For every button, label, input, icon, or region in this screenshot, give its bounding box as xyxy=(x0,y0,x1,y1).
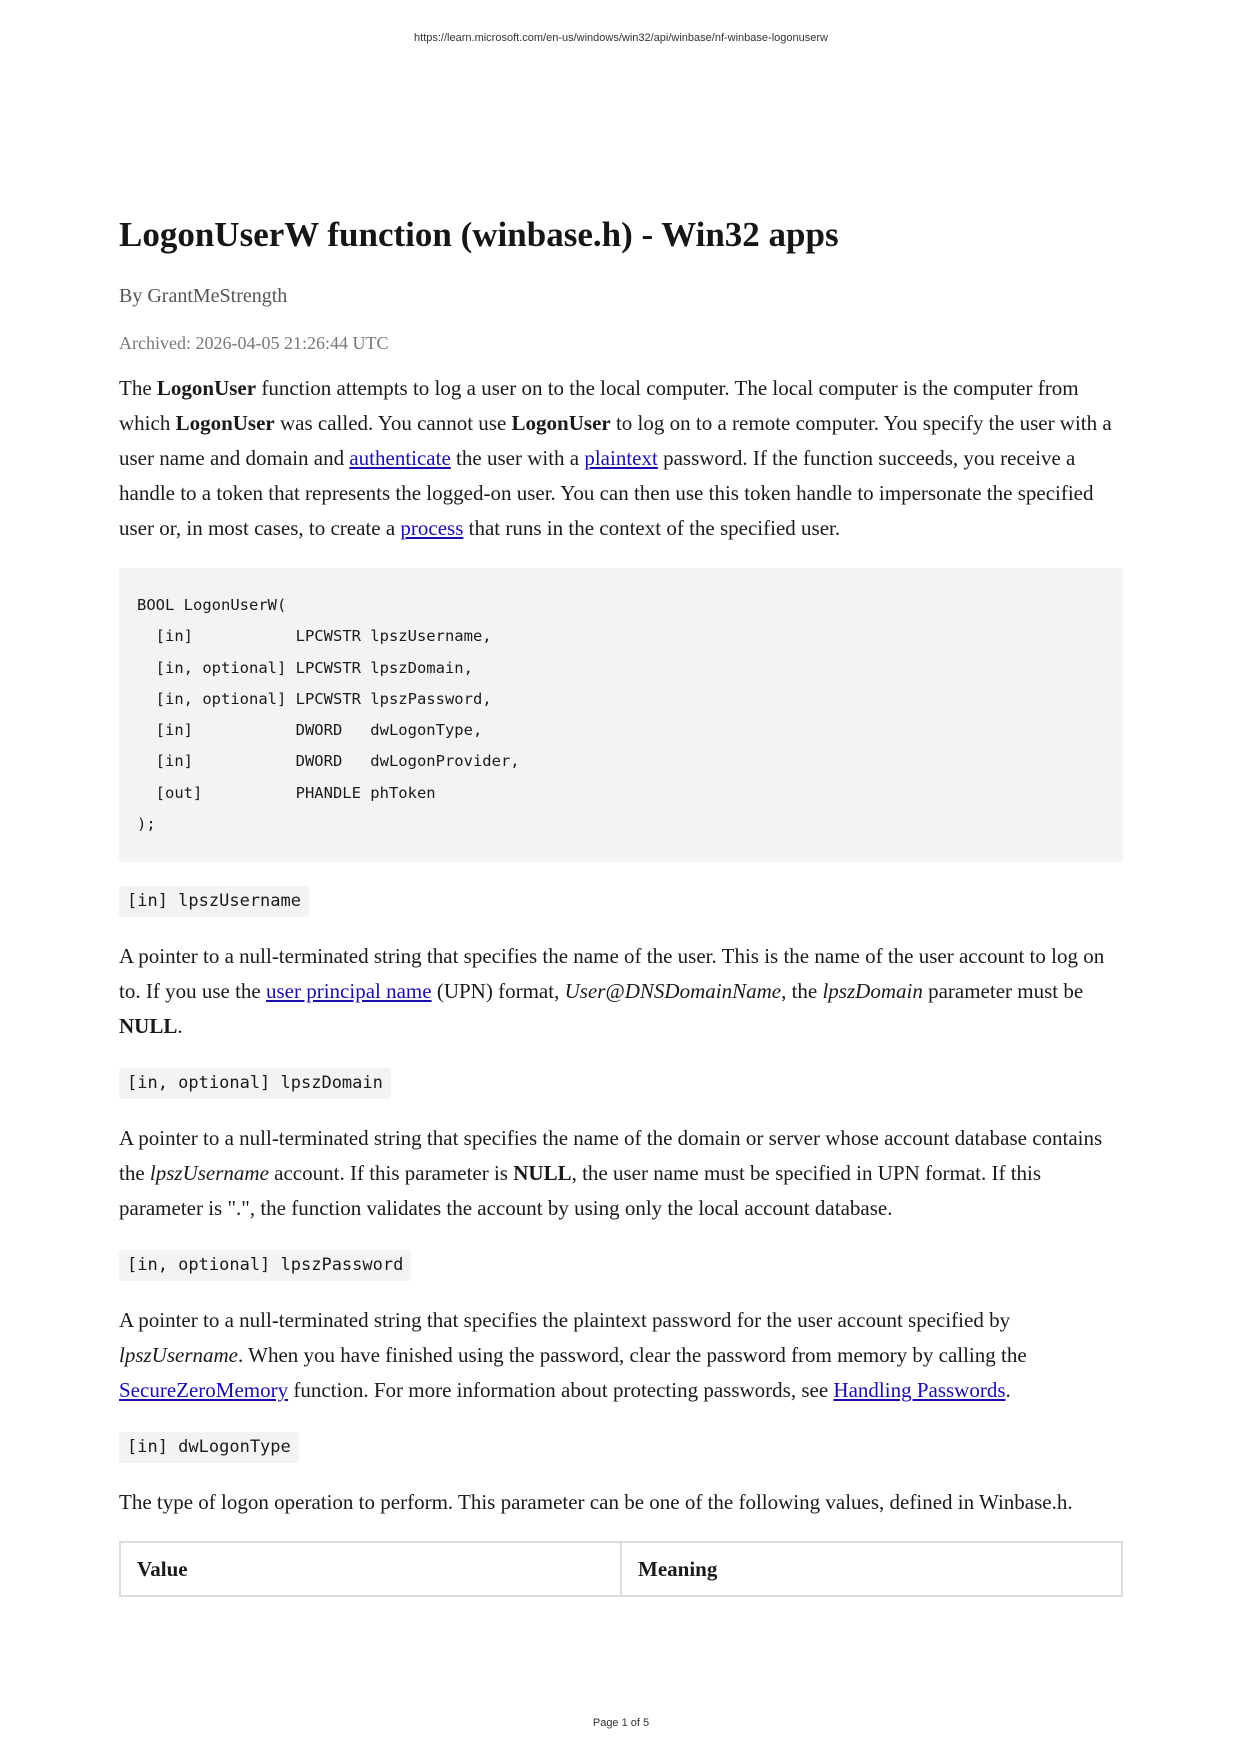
archived-timestamp: Archived: 2026-04-05 21:26:44 UTC xyxy=(119,333,389,353)
process-link[interactable]: process xyxy=(400,516,464,540)
table-header-value: Value xyxy=(120,1542,621,1596)
param-dwlogontype-label: [in] dwLogonType xyxy=(119,1432,299,1463)
param-lpszpassword-label: [in, optional] lpszPassword xyxy=(119,1250,411,1281)
param-lpszdomain-description: A pointer to a null-terminated string that specifies the name of the domain or server whose account database contains the lpszUsername account. If this parameter is NULL, the user name must be specified in UPN format. If this parameter is ".", the function validates the account by using only the local account database. xyxy=(119,1126,1103,1221)
intro-paragraph: The LogonUser function attempts to log a user on to the local computer. The local computer is the computer from which LogonUser was called. You cannot use LogonUser to log on to a remote computer. You specify the user with a user name and domain and authenticate the user with a plaintext password. If the function succeeds, you receive a handle to a token that represents the logged-on user. You can then use this token handle to impersonate the specified user or, in most cases, to create a process that runs in the context of the specified user. xyxy=(119,376,1112,540)
table-header-row xyxy=(120,1542,1122,1596)
source-url: https://learn.microsoft.com/en-us/windows/win32/api/winbase/nf-winbase-logonuserw xyxy=(414,32,828,44)
page-title: LogonUserW function (winbase.h) - Win32 apps xyxy=(119,215,839,254)
logon-type-table xyxy=(119,1541,1123,1597)
param-lpszdomain-label: [in, optional] lpszDomain xyxy=(119,1068,391,1099)
page-number: Page 1 of 5 xyxy=(592,1717,650,1729)
syntax-code-block: BOOL LogonUserW( [in] LPCWSTR lpszUsername, [in, optional] LPCWSTR lpszDomain, [in, optional] LPCWSTR lpszPassword, [in] DWORD dwLogonType, [in] DWORD dwLogonProvider, [out] PHANDLE phToken ); xyxy=(119,568,1123,862)
plaintext-link[interactable]: plaintext xyxy=(584,446,658,470)
authenticate-link[interactable]: authenticate xyxy=(349,446,451,470)
table-header-meaning: Meaning xyxy=(621,1542,1122,1596)
handling-passwords-link[interactable]: Handling Passwords xyxy=(833,1378,1006,1403)
securezeromemory-link[interactable]: SecureZeroMemory xyxy=(119,1378,289,1403)
param-dwlogontype-description: The type of logon operation to perform. This parameter can be one of the following values, defined in Winbase.h. xyxy=(119,1490,1073,1515)
author-byline: By GrantMeStrength xyxy=(119,285,288,307)
user-principal-name-link[interactable]: user principal name xyxy=(265,979,432,1004)
article xyxy=(119,210,1123,1597)
param-lpszusername-label: [in] lpszUsername xyxy=(119,886,309,917)
param-lpszpassword-description: A pointer to a null-terminated string that specifies the plaintext password for the user account specified by lpszUsername. When you have finished using the password, clear the password from memory by calling the SecureZeroMemory function. For more information about protecting passwords, see Handling Passwords. xyxy=(119,1308,1027,1403)
param-lpszusername-description: A pointer to a null-terminated string that specifies the name of the user. This is the name of the user account to log on to. If you use the user principal name (UPN) format, User@DNSDomainName, the lpszDomain parameter must be NULL. xyxy=(119,944,1105,1039)
